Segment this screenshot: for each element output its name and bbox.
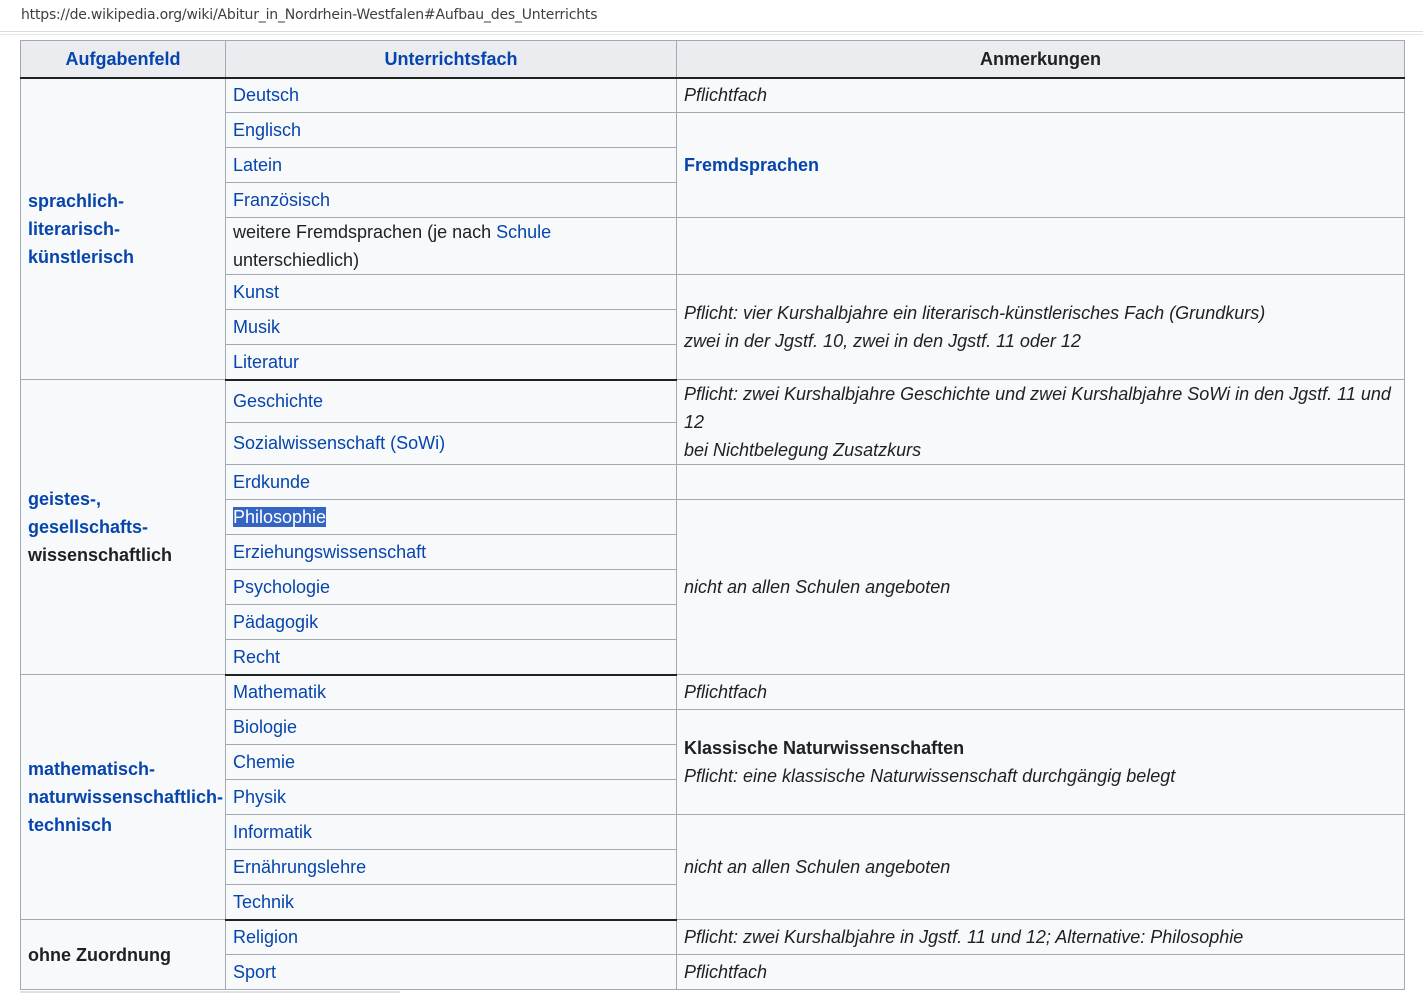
group-mathe (21, 675, 226, 920)
note-pflichtfach: Pflichtfach (677, 675, 1405, 710)
subject-kunst[interactable]: Kunst (226, 275, 677, 310)
table-row (21, 955, 1405, 990)
subject-sowi[interactable]: Sozialwissenschaft (SoWi) (226, 422, 677, 465)
subject-mathematik[interactable]: Mathematik (226, 675, 677, 710)
note-fremdsprachen[interactable]: Fremdsprachen (677, 113, 1405, 218)
table-row (21, 815, 1405, 850)
subject-chemie[interactable]: Chemie (226, 745, 677, 780)
table-row (21, 920, 1405, 955)
subject-paedagogik[interactable]: Pädagogik (226, 605, 677, 640)
header-row (21, 41, 1405, 78)
table-row (21, 500, 1405, 535)
group-geistes-link[interactable]: geistes-, gesellschafts- (28, 489, 149, 537)
note-kunst: Pflicht: vier Kurshalbjahre ein literarisch-künstlerisches Fach (Grundkurs) zwei in der Jgstf. 10, zwei in den Jgstf. 11 oder 12 (677, 275, 1405, 380)
subject-geschichte[interactable]: Geschichte (226, 380, 677, 423)
subject-literatur[interactable]: Literatur (226, 345, 677, 380)
subject-sport[interactable]: Sport (226, 955, 677, 990)
group-sprachlich (21, 78, 226, 380)
subject-biologie[interactable]: Biologie (226, 710, 677, 745)
group-mathe-link[interactable]: mathematisch- naturwissenschaftlich- technisch (28, 759, 224, 835)
subject-musik[interactable]: Musik (226, 310, 677, 345)
subject-erziehung[interactable]: Erziehungswissenschaft (226, 535, 677, 570)
subject-franzoesisch[interactable]: Französisch (226, 183, 677, 218)
note-nicht-alle: nicht an allen Schulen angeboten (677, 815, 1405, 920)
divider (20, 991, 400, 993)
url-text[interactable]: https://de.wikipedia.org/wiki/Abitur_in_Nordrhein-Westfalen#Aufbau_des_Unterrichts (21, 7, 598, 23)
note-empty (677, 465, 1405, 500)
subject-psychologie[interactable]: Psychologie (226, 570, 677, 605)
table-row (21, 113, 1405, 148)
subject-informatik[interactable]: Informatik (226, 815, 677, 850)
header-unterrichtsfach[interactable]: Unterrichtsfach (226, 41, 677, 78)
note-geschichte: Pflicht: zwei Kurshalbjahre Geschichte und zwei Kurshalbjahre SoWi in den Jgstf. 11 und 12 bei Nichtbelegung Zusatzkurs (677, 380, 1405, 465)
header-anmerkungen: Anmerkungen (677, 41, 1405, 78)
table-row (21, 465, 1405, 500)
table-row (21, 675, 1405, 710)
note-nicht-alle: nicht an allen Schulen angeboten (677, 500, 1405, 675)
table-row (21, 710, 1405, 745)
subject-erdkunde[interactable]: Erdkunde (226, 465, 677, 500)
group-sprachlich-link[interactable]: sprachlich- literarisch- künstlerisch (28, 190, 135, 267)
subject-recht[interactable]: Recht (226, 640, 677, 675)
table-row (21, 218, 1405, 275)
subject-philosophie[interactable]: Philosophie (226, 500, 677, 535)
group-ohne: ohne Zuordnung (21, 920, 226, 990)
header-aufgabenfeld[interactable]: Aufgabenfeld (21, 41, 226, 78)
note-religion: Pflicht: zwei Kurshalbjahre in Jgstf. 11 und 12; Alternative: Philosophie (677, 920, 1405, 955)
note-pflichtfach: Pflichtfach (677, 78, 1405, 113)
note-empty (677, 218, 1405, 275)
note-naturwissenschaften: Klassische Naturwissenschaften Pflicht: eine klassische Naturwissenschaft durchgängig belegt (677, 710, 1405, 815)
subject-ernaehrung[interactable]: Ernährungslehre (226, 850, 677, 885)
table-row (21, 275, 1405, 310)
table-row (21, 78, 1405, 113)
table-row (21, 380, 1405, 423)
subject-englisch[interactable]: Englisch (226, 113, 677, 148)
subject-physik[interactable]: Physik (226, 780, 677, 815)
subject-weitere-fremdsprachen: weitere Fremdsprachen (je nach Schule unterschiedlich) (226, 218, 677, 275)
subject-technik[interactable]: Technik (226, 885, 677, 920)
subject-latein[interactable]: Latein (226, 148, 677, 183)
schule-link[interactable]: Schule (496, 222, 552, 242)
divider (0, 34, 1423, 35)
group-geistes: geistes-, gesellschafts- wissenschaftlich (21, 380, 226, 675)
subject-deutsch[interactable]: Deutsch (226, 78, 677, 113)
subject-religion[interactable]: Religion (226, 920, 677, 955)
address-bar[interactable] (0, 0, 1423, 32)
subjects-table (20, 40, 1405, 990)
note-pflichtfach: Pflichtfach (677, 955, 1405, 990)
